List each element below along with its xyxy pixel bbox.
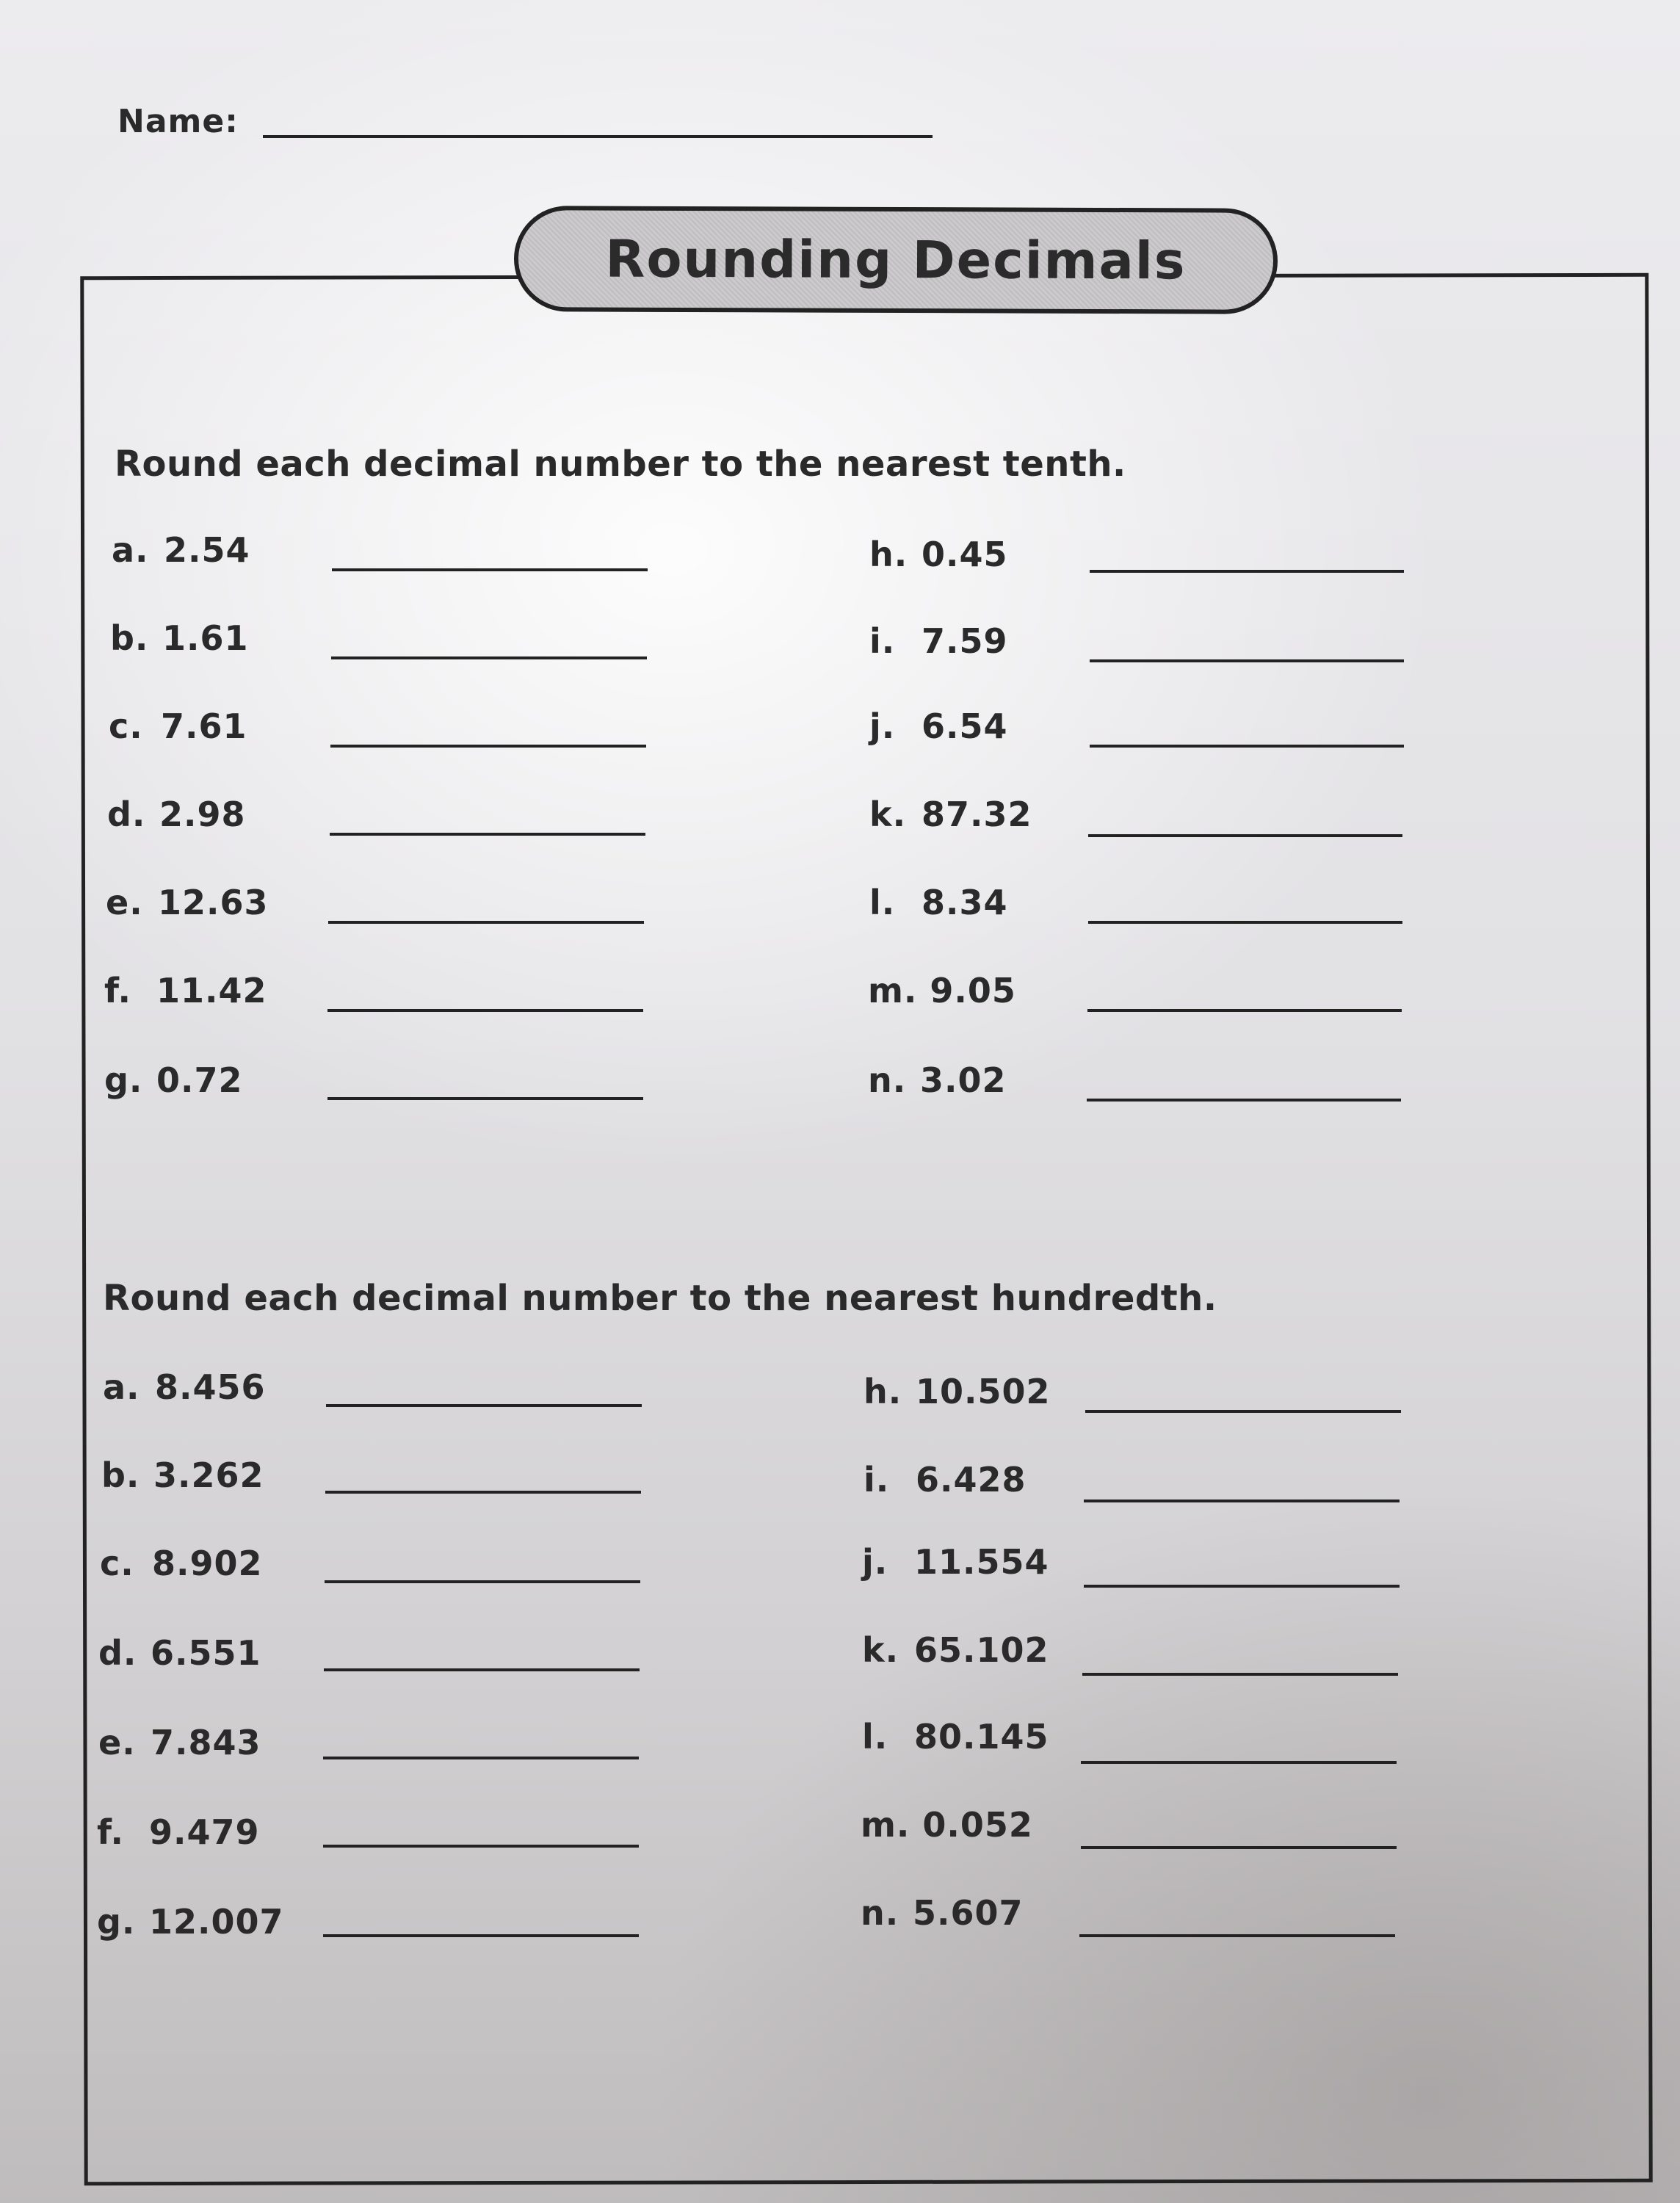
answer-field-hundredths-l[interactable] [1081,1761,1397,1764]
problem-tenths-f: f. 11.42 [104,971,267,1010]
problem-value: 5.607 [913,1893,1024,1933]
problem-value: 8.456 [155,1367,266,1407]
answer-field-hundredths-c[interactable] [325,1580,640,1583]
problem-value: 12.007 [149,1902,284,1942]
problem-hundredths-a: a. 8.456 [103,1367,266,1407]
answer-field-tenths-c[interactable] [330,745,646,748]
answer-field-hundredths-b[interactable] [325,1491,641,1494]
problem-tenths-i: i. 7.59 [869,621,1008,661]
answer-field-tenths-k[interactable] [1088,834,1402,837]
problem-hundredths-n: n. 5.607 [861,1893,1024,1933]
title-banner [514,206,1278,314]
answer-field-hundredths-e[interactable] [323,1757,639,1759]
problem-tenths-e: e. 12.63 [106,883,269,922]
problem-value: 3.02 [920,1060,1007,1100]
answer-field-tenths-b[interactable] [331,656,647,659]
problem-tenths-h: h. 0.45 [869,535,1008,574]
problem-hundredths-g: g. 12.007 [97,1902,284,1942]
answer-field-tenths-j[interactable] [1090,745,1404,748]
answer-field-tenths-f[interactable] [327,1009,643,1012]
answer-field-hundredths-m[interactable] [1081,1846,1397,1849]
problem-hundredths-m: m. 0.052 [861,1805,1033,1845]
problem-value: 6.54 [922,706,1008,746]
problem-value: 6.551 [151,1633,261,1673]
problem-value: 2.98 [159,795,246,834]
problem-tenths-a: a. 2.54 [112,530,250,570]
problem-value: 6.428 [916,1460,1027,1500]
answer-field-hundredths-d[interactable] [324,1668,640,1671]
page-title: Rounding Decimals [605,228,1187,292]
problem-value: 10.502 [916,1372,1051,1411]
answer-field-tenths-d[interactable] [330,833,645,836]
problem-tenths-n: n. 3.02 [868,1060,1007,1100]
answer-field-tenths-h[interactable] [1090,570,1404,573]
problem-tenths-l: l. 8.34 [869,883,1008,922]
problem-value: 8.34 [922,883,1008,922]
answer-field-tenths-a[interactable] [332,568,648,571]
problem-tenths-b: b. 1.61 [110,618,249,658]
problem-hundredths-b: b. 3.262 [101,1455,264,1495]
footer-cutoff-text [426,2182,910,2203]
problem-value: 7.843 [151,1723,261,1762]
problem-hundredths-e: e. 7.843 [98,1723,261,1762]
problem-value: 0.052 [922,1805,1033,1845]
problem-hundredths-d: d. 6.551 [98,1633,261,1673]
problem-value: 0.45 [922,535,1008,574]
problem-hundredths-i: i. 6.428 [863,1460,1027,1500]
answer-field-hundredths-n[interactable] [1079,1934,1395,1937]
answer-field-hundredths-f[interactable] [323,1845,639,1848]
problem-hundredths-l: l. 80.145 [862,1717,1049,1757]
problem-tenths-m: m. 9.05 [868,971,1016,1010]
instruction-hundredths: Round each decimal number to the nearest hundredth. [103,1278,1217,1319]
problem-tenths-c: c. 7.61 [109,706,247,746]
instruction-tenths: Round each decimal number to the nearest tenth. [115,444,1126,485]
problem-value: 3.262 [153,1455,264,1495]
problem-tenths-k: k. 87.32 [869,795,1032,834]
problem-value: 87.32 [922,795,1032,834]
problem-value: 1.61 [162,618,249,658]
answer-field-tenths-n[interactable] [1087,1099,1401,1102]
problem-tenths-j: j. 6.54 [869,706,1008,746]
problem-value: 9.05 [930,971,1016,1010]
answer-field-hundredths-k[interactable] [1082,1673,1398,1676]
problem-value: 7.61 [161,706,247,746]
problem-value: 7.59 [922,621,1008,661]
problem-value: 2.54 [164,530,250,570]
answer-field-tenths-i[interactable] [1090,659,1404,662]
answer-field-hundredths-h[interactable] [1085,1410,1401,1413]
problem-hundredths-h: h. 10.502 [863,1372,1051,1411]
problem-value: 9.479 [149,1812,260,1852]
problem-hundredths-c: c. 8.902 [100,1544,263,1583]
answer-field-hundredths-a[interactable] [326,1404,642,1407]
problem-hundredths-f: f. 9.479 [97,1812,260,1852]
problem-tenths-g: g. 0.72 [104,1060,243,1100]
problem-value: 11.42 [156,971,267,1010]
answer-field-tenths-l[interactable] [1088,921,1402,924]
problem-hundredths-j: j. 11.554 [862,1542,1049,1582]
answer-field-hundredths-i[interactable] [1084,1500,1400,1502]
problem-value: 65.102 [914,1630,1049,1670]
problem-value: 0.72 [156,1060,243,1100]
problem-value: 12.63 [158,883,269,922]
problem-value: 80.145 [914,1717,1049,1757]
name-field[interactable] [263,135,933,138]
answer-field-hundredths-j[interactable] [1084,1585,1400,1588]
answer-field-tenths-e[interactable] [328,921,644,924]
problem-tenths-d: d. 2.98 [107,795,246,834]
problem-hundredths-k: k. 65.102 [862,1630,1049,1670]
problem-value: 11.554 [914,1542,1049,1582]
name-label: Name: [117,103,239,140]
answer-field-tenths-g[interactable] [327,1097,643,1100]
answer-field-tenths-m[interactable] [1087,1009,1402,1012]
problem-value: 8.902 [152,1544,263,1583]
answer-field-hundredths-g[interactable] [323,1934,639,1937]
